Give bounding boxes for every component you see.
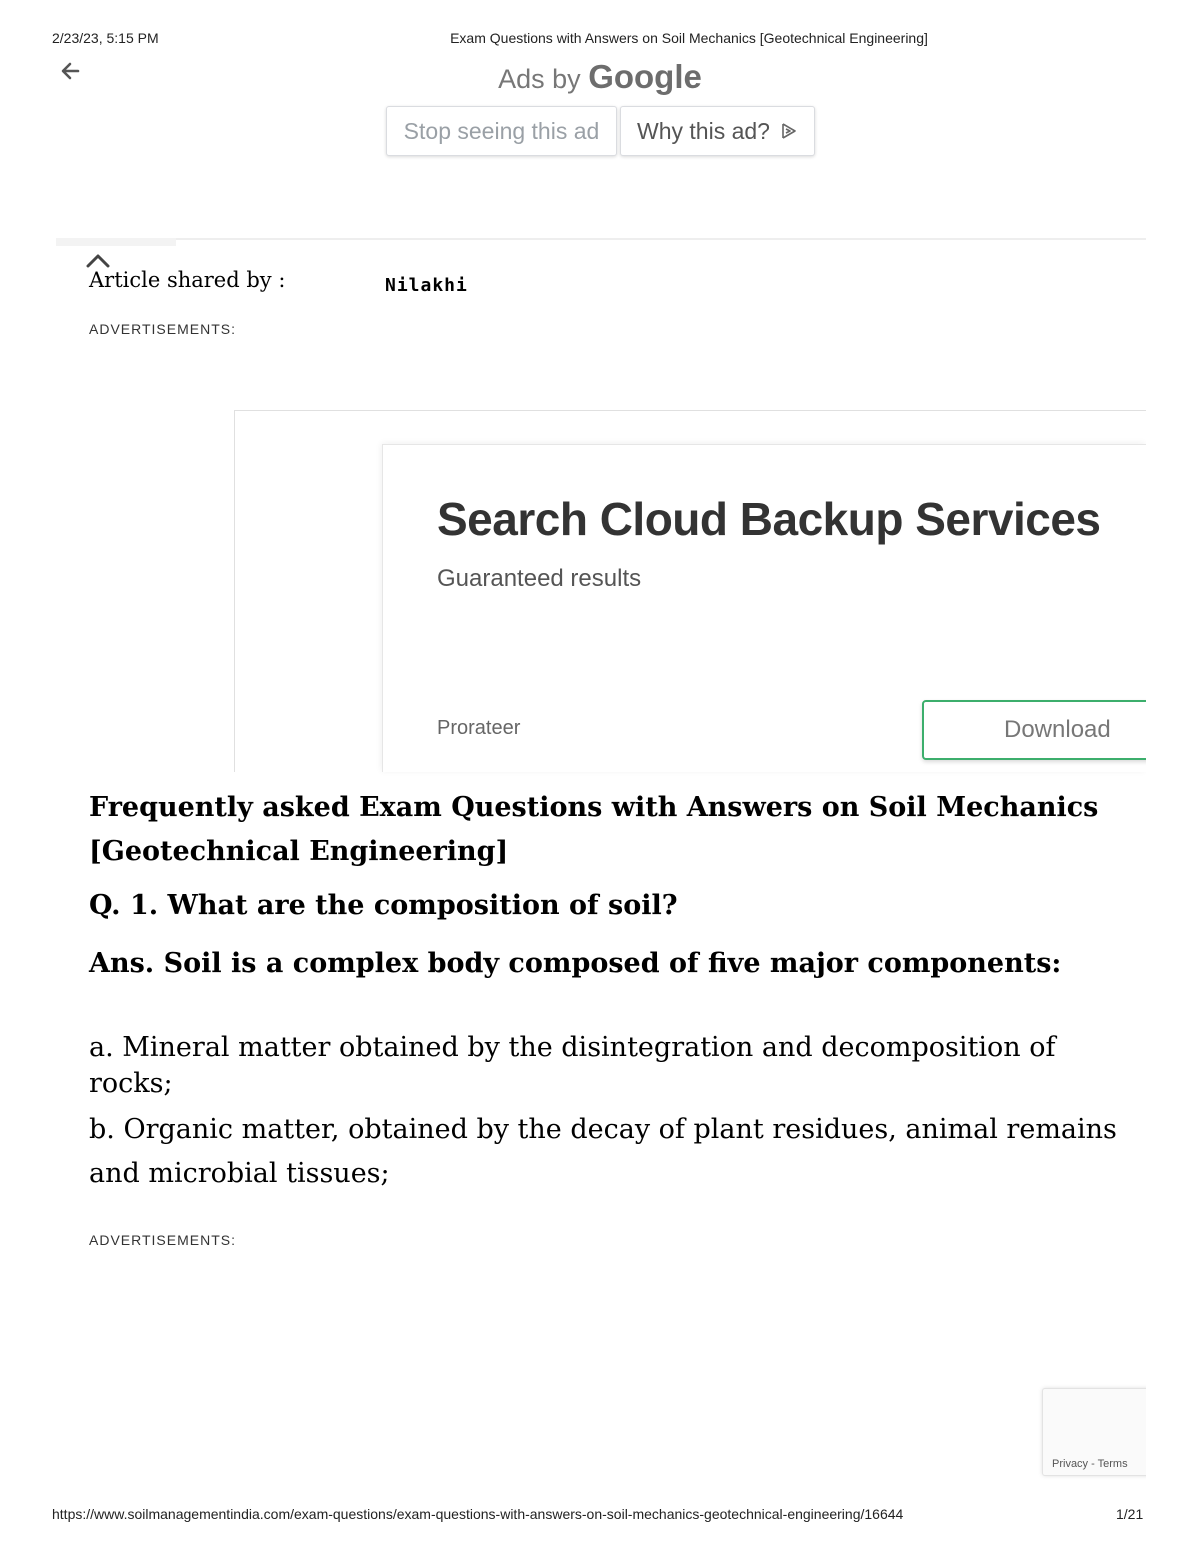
print-title: Exam Questions with Answers on Soil Mechanics [Geotechnical Engineering] <box>450 30 928 46</box>
chevron-up-icon[interactable] <box>84 250 112 270</box>
recaptcha-separator: - <box>1088 1458 1098 1470</box>
list-item: a. Mineral matter obtained by the disintegration and decomposition of rocks; <box>89 1032 1056 1099</box>
recaptcha-terms-link[interactable]: Terms <box>1097 1458 1128 1470</box>
ad-download-button[interactable] <box>922 700 1162 760</box>
advertisements-label: ADVERTISEMENTS: <box>89 321 236 337</box>
why-this-ad-label: Why this ad? <box>637 117 770 144</box>
list-item: b. Organic matter, obtained by the decay of plant residues, animal remains and microbial tissues; <box>89 1114 1117 1189</box>
stop-seeing-ad-label: Stop seeing this ad <box>403 117 600 144</box>
why-this-ad-button[interactable] <box>620 106 815 156</box>
article-shared-label: Article shared by : <box>89 268 286 292</box>
ad-separator <box>56 238 1146 240</box>
print-date: 2/23/23, 5:15 PM <box>52 30 159 46</box>
adchoices-icon <box>780 122 798 140</box>
answer-1: Ans. Soil is a complex body composed of five major components: <box>89 948 1062 979</box>
ad-advertiser: Prorateer <box>437 717 521 739</box>
ad-separator-thumb <box>56 238 176 246</box>
recaptcha-links <box>1052 1458 1128 1470</box>
page-margin <box>1146 400 1200 780</box>
ads-by-google <box>0 58 1200 96</box>
recaptcha-privacy-link[interactable]: Privacy <box>1052 1458 1089 1470</box>
question-1: Q. 1. What are the composition of soil? <box>89 890 678 921</box>
print-url: https://www.soilmanagementindia.com/exam-questions/exam-questions-with-answers-on-soil-mechanics-geotechnical-engineering/16644 <box>52 1506 904 1522</box>
page-margin <box>1146 1380 1200 1490</box>
ad-headline[interactable]: Search Cloud Backup Services <box>437 493 1101 545</box>
article-heading: Frequently asked Exam Questions with Answers on Soil Mechanics [Geotechnical Engineering] <box>89 792 1099 867</box>
print-page-number: 1/21 <box>1116 1506 1144 1522</box>
advertisements-label: ADVERTISEMENTS: <box>89 1232 236 1248</box>
ads-by-prefix: Ads by <box>498 64 581 94</box>
stop-seeing-ad-button[interactable] <box>386 106 617 156</box>
ad-download-label: Download <box>1004 716 1111 743</box>
google-logo: Google <box>588 58 702 95</box>
author-name: Nilakhi <box>385 275 468 296</box>
ad-subtitle: Guaranteed results <box>437 565 642 592</box>
